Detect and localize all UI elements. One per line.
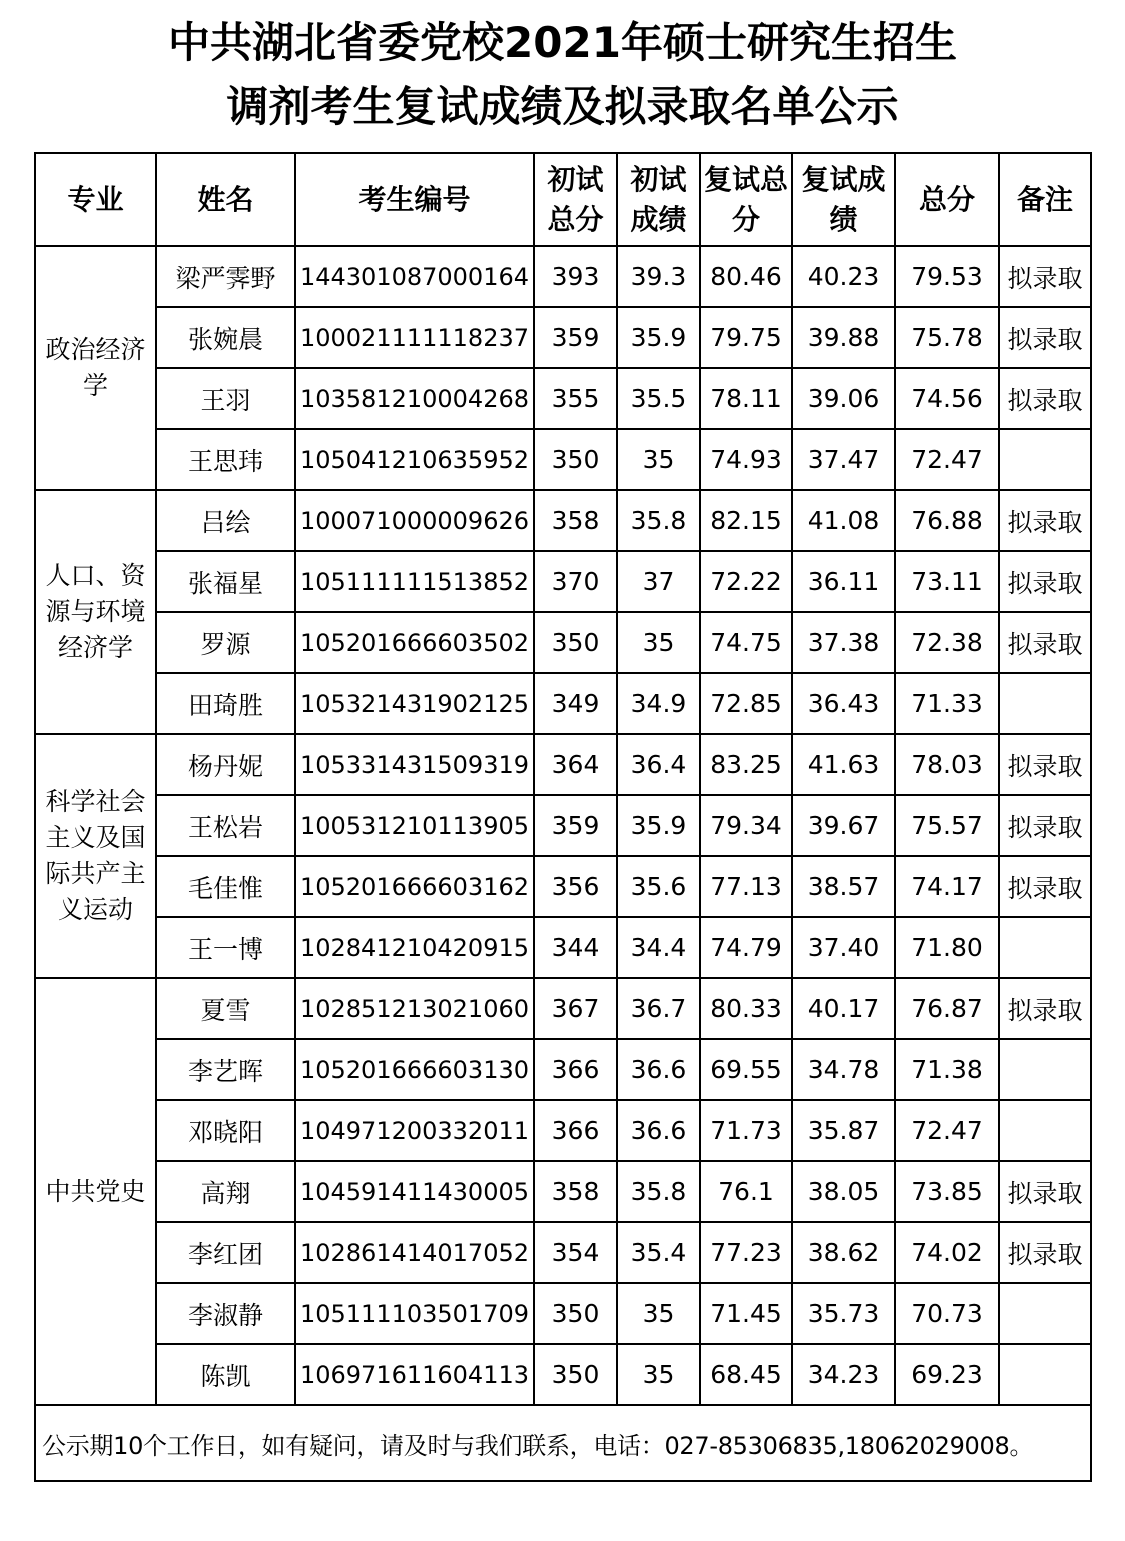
retest-score-cell: 40.17 bbox=[792, 978, 895, 1039]
student-name-cell: 王一博 bbox=[156, 917, 295, 978]
exam-id-cell: 105111111513852 bbox=[295, 551, 534, 612]
final-total-cell: 70.73 bbox=[895, 1283, 999, 1344]
table-row bbox=[35, 1100, 1091, 1161]
header-name: 姓名 bbox=[156, 153, 295, 246]
retest-total-cell: 82.15 bbox=[700, 490, 792, 551]
exam-id-cell: 102841210420915 bbox=[295, 917, 534, 978]
final-total-cell: 71.80 bbox=[895, 917, 999, 978]
table-row bbox=[35, 1222, 1091, 1283]
init-score-cell: 35.8 bbox=[617, 1161, 700, 1222]
major-cell: 中共党史 bbox=[35, 978, 156, 1405]
remark-cell: 拟录取 bbox=[999, 490, 1091, 551]
final-total-cell: 75.78 bbox=[895, 307, 999, 368]
init-score-cell: 34.9 bbox=[617, 673, 700, 734]
retest-total-cell: 68.45 bbox=[700, 1344, 792, 1405]
retest-score-cell: 41.63 bbox=[792, 734, 895, 795]
student-name-cell: 张婉晨 bbox=[156, 307, 295, 368]
final-total-cell: 74.02 bbox=[895, 1222, 999, 1283]
exam-id-cell: 104591411430005 bbox=[295, 1161, 534, 1222]
retest-score-cell: 35.87 bbox=[792, 1100, 895, 1161]
exam-id-cell: 105201666603502 bbox=[295, 612, 534, 673]
exam-id-cell: 102861414017052 bbox=[295, 1222, 534, 1283]
retest-total-cell: 74.79 bbox=[700, 917, 792, 978]
student-name-cell: 梁严霁野 bbox=[156, 246, 295, 307]
exam-id-cell: 100071000009626 bbox=[295, 490, 534, 551]
retest-score-cell: 39.88 bbox=[792, 307, 895, 368]
remark-cell bbox=[999, 917, 1091, 978]
footer-note: 公示期10个工作日，如有疑问，请及时与我们联系，电话：027-85306835,18062029008。 bbox=[35, 1405, 1091, 1481]
init-score-cell: 35.4 bbox=[617, 1222, 700, 1283]
remark-cell: 拟录取 bbox=[999, 978, 1091, 1039]
final-total-cell: 76.88 bbox=[895, 490, 999, 551]
student-name-cell: 杨丹妮 bbox=[156, 734, 295, 795]
header-init-total: 初试总分 bbox=[534, 153, 617, 246]
major-cell: 政治经济学 bbox=[35, 246, 156, 490]
retest-score-cell: 34.78 bbox=[792, 1039, 895, 1100]
init-score-cell: 36.6 bbox=[617, 1039, 700, 1100]
final-total-cell: 72.38 bbox=[895, 612, 999, 673]
page-title-line-2: 调剂考生复试成绩及拟录取名单公示 bbox=[226, 82, 899, 131]
init-total-cell: 350 bbox=[534, 1283, 617, 1344]
retest-total-cell: 79.34 bbox=[700, 795, 792, 856]
init-total-cell: 359 bbox=[534, 307, 617, 368]
retest-total-cell: 76.1 bbox=[700, 1161, 792, 1222]
header-remark: 备注 bbox=[999, 153, 1091, 246]
header-exam-id: 考生编号 bbox=[295, 153, 534, 246]
table-row bbox=[35, 978, 1091, 1039]
retest-total-cell: 77.13 bbox=[700, 856, 792, 917]
init-total-cell: 393 bbox=[534, 246, 617, 307]
header-retest-score: 复试成绩 bbox=[792, 153, 895, 246]
init-total-cell: 367 bbox=[534, 978, 617, 1039]
remark-cell bbox=[999, 673, 1091, 734]
retest-total-cell: 83.25 bbox=[700, 734, 792, 795]
remark-cell bbox=[999, 1344, 1091, 1405]
table-row bbox=[35, 795, 1091, 856]
init-score-cell: 36.6 bbox=[617, 1100, 700, 1161]
init-score-cell: 35.9 bbox=[617, 307, 700, 368]
retest-score-cell: 37.40 bbox=[792, 917, 895, 978]
init-score-cell: 35.6 bbox=[617, 856, 700, 917]
final-total-cell: 73.85 bbox=[895, 1161, 999, 1222]
student-name-cell: 高翔 bbox=[156, 1161, 295, 1222]
student-name-cell: 王羽 bbox=[156, 368, 295, 429]
student-name-cell: 陈凯 bbox=[156, 1344, 295, 1405]
init-total-cell: 370 bbox=[534, 551, 617, 612]
table-row bbox=[35, 1344, 1091, 1405]
init-total-cell: 364 bbox=[534, 734, 617, 795]
retest-score-cell: 37.38 bbox=[792, 612, 895, 673]
init-score-cell: 35.5 bbox=[617, 368, 700, 429]
remark-cell bbox=[999, 1283, 1091, 1344]
init-score-cell: 37 bbox=[617, 551, 700, 612]
retest-total-cell: 80.33 bbox=[700, 978, 792, 1039]
student-name-cell: 张福星 bbox=[156, 551, 295, 612]
retest-total-cell: 72.85 bbox=[700, 673, 792, 734]
retest-total-cell: 69.55 bbox=[700, 1039, 792, 1100]
table-row bbox=[35, 246, 1091, 307]
final-total-cell: 76.87 bbox=[895, 978, 999, 1039]
remark-cell: 拟录取 bbox=[999, 551, 1091, 612]
table-row bbox=[35, 917, 1091, 978]
remark-cell: 拟录取 bbox=[999, 368, 1091, 429]
init-score-cell: 35.9 bbox=[617, 795, 700, 856]
exam-id-cell: 105321431902125 bbox=[295, 673, 534, 734]
header-retest-total: 复试总分 bbox=[700, 153, 792, 246]
init-total-cell: 350 bbox=[534, 429, 617, 490]
retest-score-cell: 37.47 bbox=[792, 429, 895, 490]
table-row bbox=[35, 429, 1091, 490]
init-score-cell: 34.4 bbox=[617, 917, 700, 978]
init-total-cell: 356 bbox=[534, 856, 617, 917]
remark-cell: 拟录取 bbox=[999, 307, 1091, 368]
student-name-cell: 李红团 bbox=[156, 1222, 295, 1283]
final-total-cell: 72.47 bbox=[895, 1100, 999, 1161]
retest-score-cell: 34.23 bbox=[792, 1344, 895, 1405]
student-name-cell: 吕绘 bbox=[156, 490, 295, 551]
final-total-cell: 75.57 bbox=[895, 795, 999, 856]
retest-total-cell: 78.11 bbox=[700, 368, 792, 429]
student-name-cell: 李艺晖 bbox=[156, 1039, 295, 1100]
table-body bbox=[35, 246, 1091, 1405]
retest-total-cell: 77.23 bbox=[700, 1222, 792, 1283]
retest-score-cell: 38.57 bbox=[792, 856, 895, 917]
final-total-cell: 69.23 bbox=[895, 1344, 999, 1405]
exam-id-cell: 103581210004268 bbox=[295, 368, 534, 429]
remark-cell: 拟录取 bbox=[999, 246, 1091, 307]
table-row bbox=[35, 1161, 1091, 1222]
retest-score-cell: 38.05 bbox=[792, 1161, 895, 1222]
init-total-cell: 350 bbox=[534, 612, 617, 673]
init-total-cell: 349 bbox=[534, 673, 617, 734]
init-total-cell: 344 bbox=[534, 917, 617, 978]
init-score-cell: 35 bbox=[617, 1344, 700, 1405]
student-name-cell: 李淑静 bbox=[156, 1283, 295, 1344]
init-score-cell: 35 bbox=[617, 429, 700, 490]
retest-score-cell: 36.43 bbox=[792, 673, 895, 734]
retest-score-cell: 39.06 bbox=[792, 368, 895, 429]
final-total-cell: 73.11 bbox=[895, 551, 999, 612]
init-score-cell: 36.7 bbox=[617, 978, 700, 1039]
final-total-cell: 74.17 bbox=[895, 856, 999, 917]
table-row bbox=[35, 612, 1091, 673]
exam-id-cell: 105201666603130 bbox=[295, 1039, 534, 1100]
exam-id-cell: 102851213021060 bbox=[295, 978, 534, 1039]
major-cell: 科学社会主义及国际共产主义运动 bbox=[35, 734, 156, 978]
remark-cell: 拟录取 bbox=[999, 734, 1091, 795]
student-name-cell: 王思玮 bbox=[156, 429, 295, 490]
retest-score-cell: 39.67 bbox=[792, 795, 895, 856]
final-total-cell: 78.03 bbox=[895, 734, 999, 795]
results-table bbox=[34, 152, 1092, 1482]
init-score-cell: 35 bbox=[617, 1283, 700, 1344]
table-row bbox=[35, 673, 1091, 734]
page-title-line-1: 中共湖北省委党校2021年硕士研究生招生 bbox=[168, 18, 957, 67]
init-score-cell: 36.4 bbox=[617, 734, 700, 795]
retest-total-cell: 71.73 bbox=[700, 1100, 792, 1161]
student-name-cell: 王松岩 bbox=[156, 795, 295, 856]
init-score-cell: 35 bbox=[617, 612, 700, 673]
remark-cell: 拟录取 bbox=[999, 1161, 1091, 1222]
init-total-cell: 366 bbox=[534, 1039, 617, 1100]
footer-row bbox=[35, 1405, 1091, 1481]
init-total-cell: 359 bbox=[534, 795, 617, 856]
retest-total-cell: 71.45 bbox=[700, 1283, 792, 1344]
table-row bbox=[35, 307, 1091, 368]
final-total-cell: 72.47 bbox=[895, 429, 999, 490]
header-final-total: 总分 bbox=[895, 153, 999, 246]
retest-total-cell: 79.75 bbox=[700, 307, 792, 368]
remark-cell bbox=[999, 429, 1091, 490]
remark-cell: 拟录取 bbox=[999, 795, 1091, 856]
student-name-cell: 毛佳惟 bbox=[156, 856, 295, 917]
remark-cell: 拟录取 bbox=[999, 612, 1091, 673]
init-total-cell: 358 bbox=[534, 1161, 617, 1222]
init-total-cell: 350 bbox=[534, 1344, 617, 1405]
retest-total-cell: 72.22 bbox=[700, 551, 792, 612]
header-row bbox=[35, 153, 1091, 246]
retest-score-cell: 38.62 bbox=[792, 1222, 895, 1283]
exam-id-cell: 104971200332011 bbox=[295, 1100, 534, 1161]
header-init-score: 初试成绩 bbox=[617, 153, 700, 246]
student-name-cell: 罗源 bbox=[156, 612, 295, 673]
init-total-cell: 354 bbox=[534, 1222, 617, 1283]
final-total-cell: 71.38 bbox=[895, 1039, 999, 1100]
exam-id-cell: 106971611604113 bbox=[295, 1344, 534, 1405]
retest-score-cell: 35.73 bbox=[792, 1283, 895, 1344]
remark-cell bbox=[999, 1039, 1091, 1100]
student-name-cell: 田琦胜 bbox=[156, 673, 295, 734]
student-name-cell: 夏雪 bbox=[156, 978, 295, 1039]
exam-id-cell: 100021111118237 bbox=[295, 307, 534, 368]
table-row bbox=[35, 490, 1091, 551]
retest-score-cell: 41.08 bbox=[792, 490, 895, 551]
student-name-cell: 邓晓阳 bbox=[156, 1100, 295, 1161]
final-total-cell: 71.33 bbox=[895, 673, 999, 734]
exam-id-cell: 144301087000164 bbox=[295, 246, 534, 307]
table-row bbox=[35, 551, 1091, 612]
retest-score-cell: 36.11 bbox=[792, 551, 895, 612]
remark-cell bbox=[999, 1100, 1091, 1161]
exam-id-cell: 105041210635952 bbox=[295, 429, 534, 490]
table-row bbox=[35, 734, 1091, 795]
exam-id-cell: 100531210113905 bbox=[295, 795, 534, 856]
retest-total-cell: 74.75 bbox=[700, 612, 792, 673]
remark-cell: 拟录取 bbox=[999, 1222, 1091, 1283]
table-row bbox=[35, 856, 1091, 917]
final-total-cell: 74.56 bbox=[895, 368, 999, 429]
init-total-cell: 358 bbox=[534, 490, 617, 551]
remark-cell: 拟录取 bbox=[999, 856, 1091, 917]
exam-id-cell: 105331431509319 bbox=[295, 734, 534, 795]
retest-total-cell: 74.93 bbox=[700, 429, 792, 490]
table-row bbox=[35, 1283, 1091, 1344]
table-row bbox=[35, 1039, 1091, 1100]
init-score-cell: 35.8 bbox=[617, 490, 700, 551]
init-total-cell: 366 bbox=[534, 1100, 617, 1161]
retest-total-cell: 80.46 bbox=[700, 246, 792, 307]
final-total-cell: 79.53 bbox=[895, 246, 999, 307]
header-major: 专业 bbox=[35, 153, 156, 246]
table-row bbox=[35, 368, 1091, 429]
exam-id-cell: 105201666603162 bbox=[295, 856, 534, 917]
retest-score-cell: 40.23 bbox=[792, 246, 895, 307]
init-score-cell: 39.3 bbox=[617, 246, 700, 307]
init-total-cell: 355 bbox=[534, 368, 617, 429]
major-cell: 人口、资源与环境经济学 bbox=[35, 490, 156, 734]
exam-id-cell: 105111103501709 bbox=[295, 1283, 534, 1344]
